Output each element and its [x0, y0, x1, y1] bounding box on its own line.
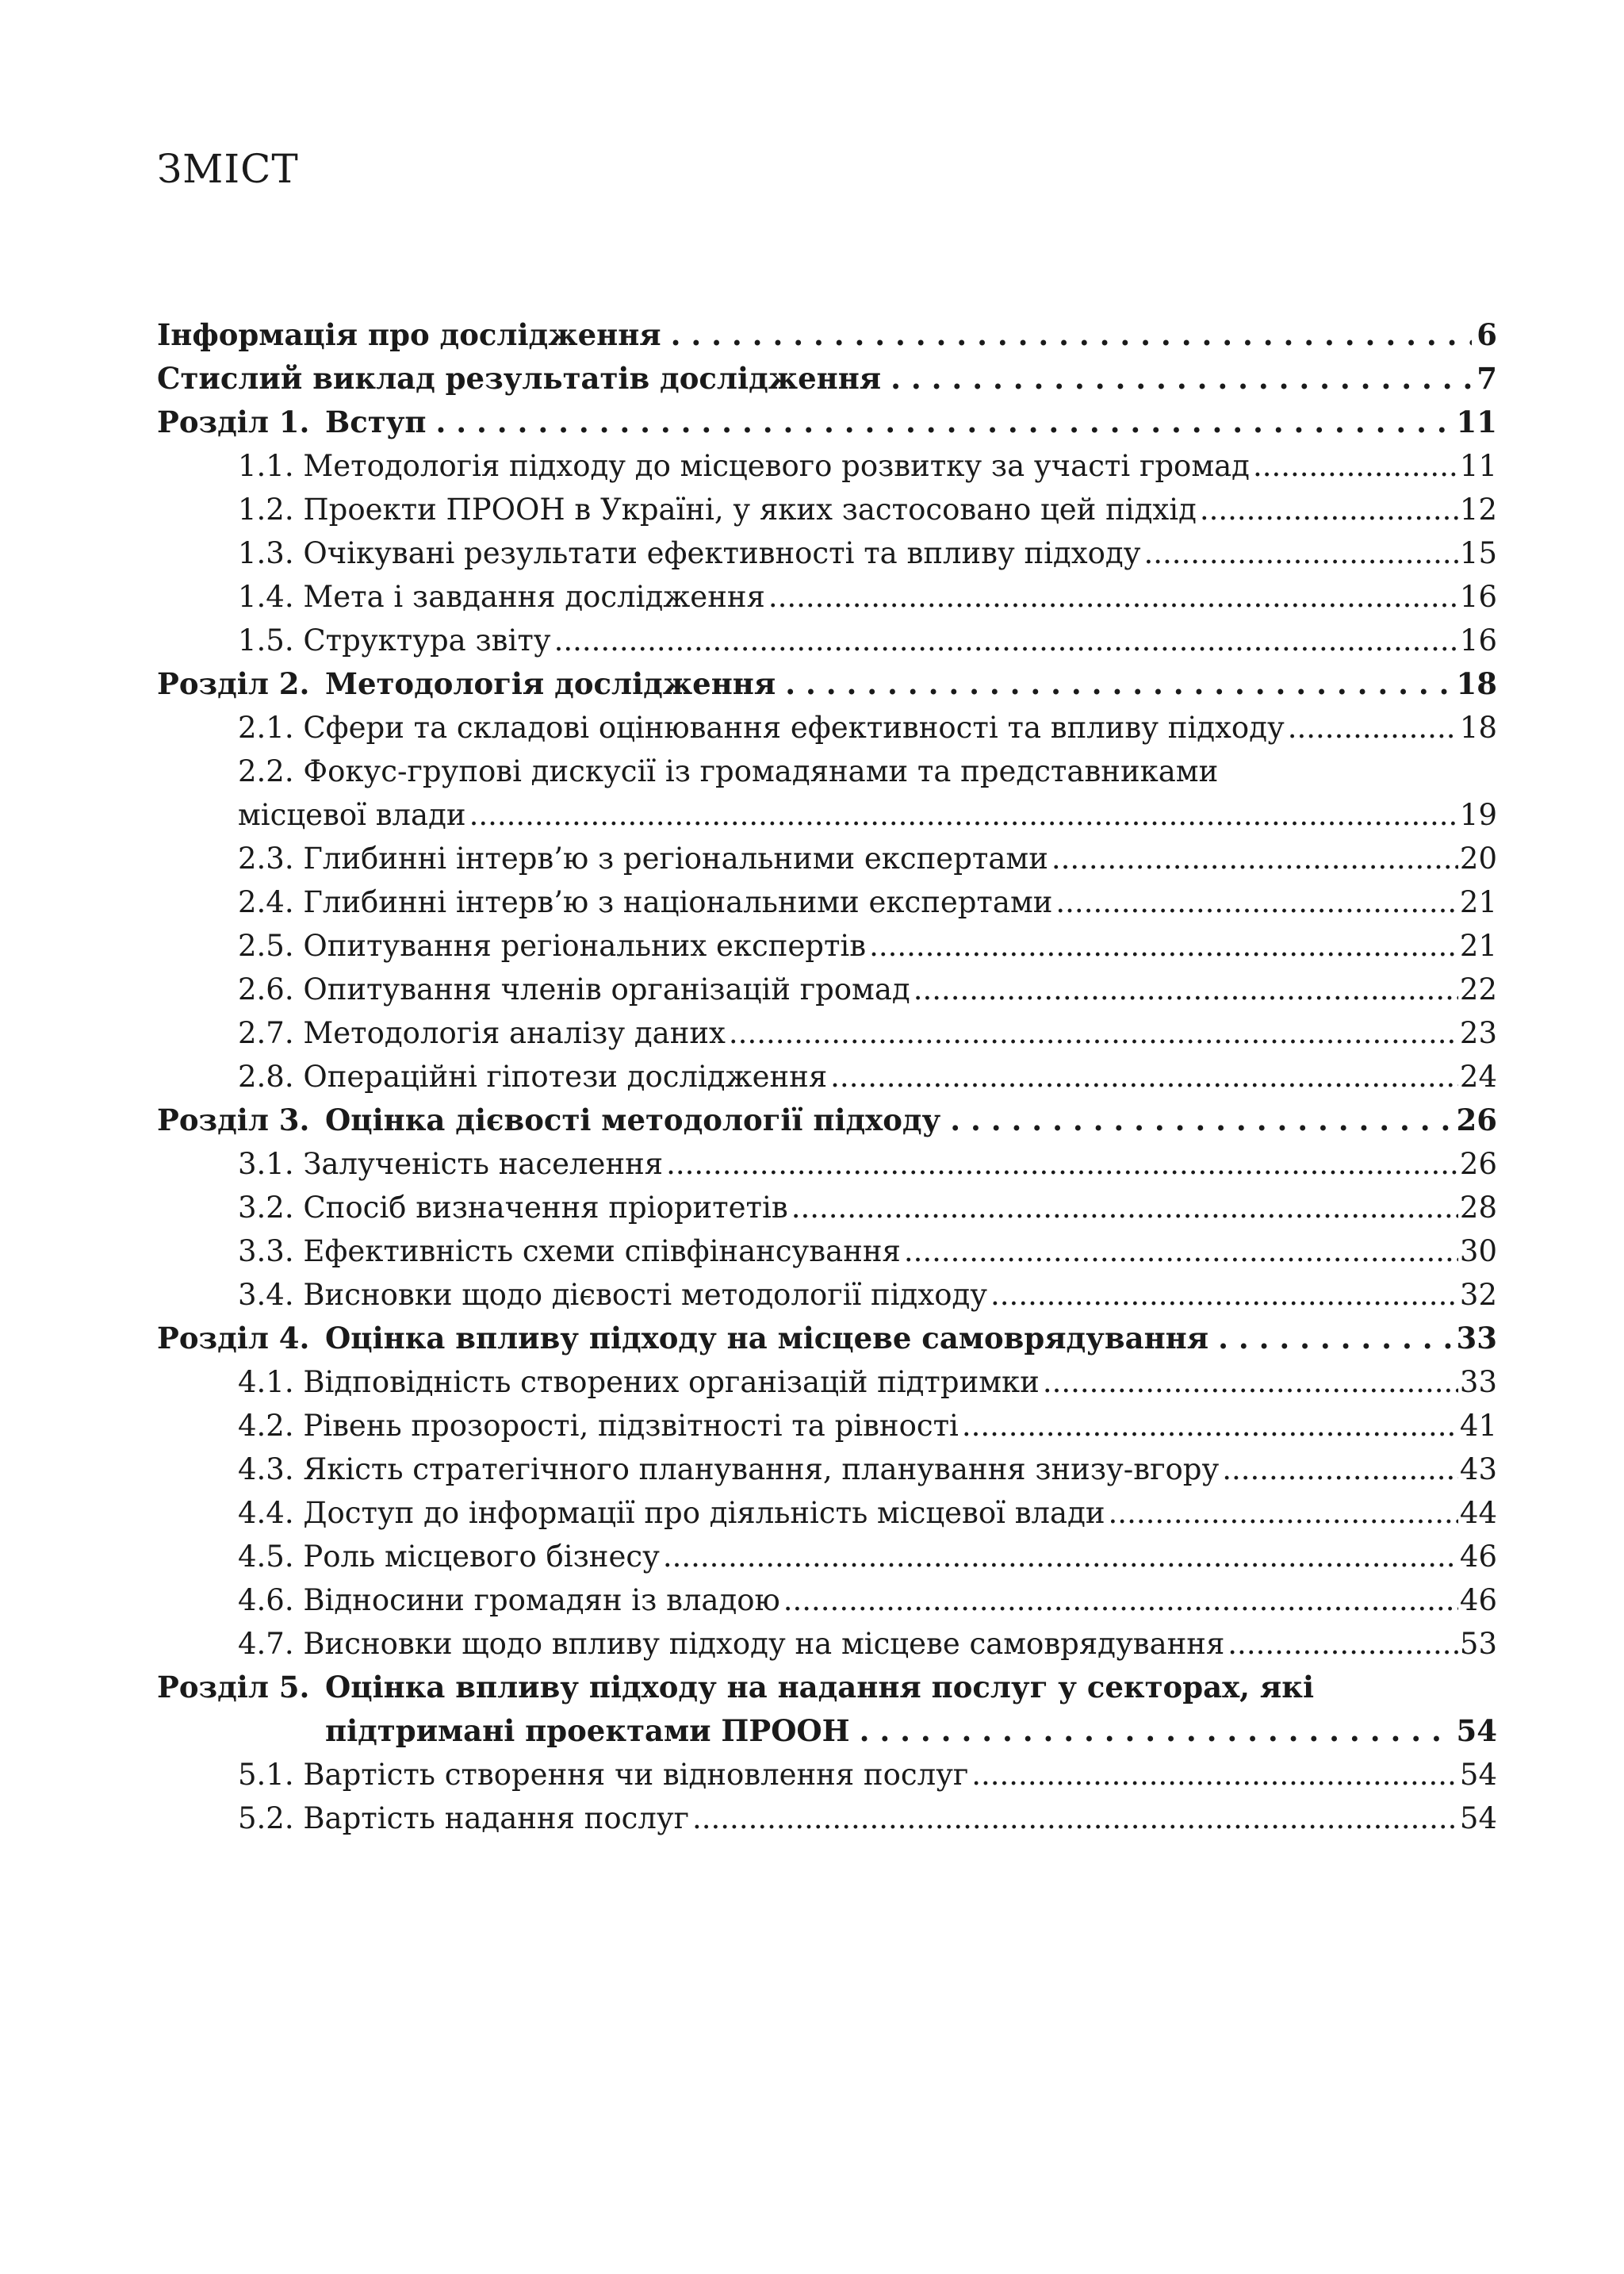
- page-number: 54: [1456, 1713, 1497, 1748]
- dot-leader: [1143, 531, 1457, 575]
- dot-leader: [830, 1055, 1458, 1099]
- chapter-label: Розділ 4.: [157, 1321, 310, 1356]
- toc-section-entry[interactable]: [157, 837, 1497, 880]
- dot-leader: [1288, 706, 1458, 750]
- toc-section-entry[interactable]: [157, 488, 1497, 531]
- page-number: 11: [1459, 449, 1497, 483]
- chapter-label: Розділ 2.: [157, 666, 310, 701]
- toc-section-entry[interactable]: [157, 1273, 1497, 1317]
- dot-leader: [950, 1099, 1451, 1142]
- page-number: 23: [1459, 1016, 1497, 1050]
- dot-leader: [1109, 1491, 1458, 1535]
- section-title: 2.4. Глибинні інтерв’ю з національними експертами: [238, 885, 1053, 919]
- toc-chapter-entry[interactable]: [157, 401, 1497, 444]
- dot-leader: [783, 1578, 1458, 1622]
- section-title-continued: місцевої влади: [238, 798, 466, 832]
- page-number: 22: [1459, 972, 1497, 1007]
- dot-leader: [554, 619, 1458, 662]
- section-title: 4.3. Якість стратегічного планування, планування знизу-вгору: [238, 1452, 1220, 1486]
- page-title: ЗМІСТ: [157, 146, 299, 192]
- chapter-title: Стислий виклад результатів дослідження: [157, 361, 882, 396]
- dot-leader: [962, 1404, 1458, 1448]
- dot-leader: [860, 1709, 1452, 1753]
- section-title: 4.4. Доступ до інформації про діяльність місцевої влади: [238, 1496, 1105, 1530]
- table-of-contents: [157, 313, 1497, 1840]
- dot-leader: [663, 1535, 1458, 1578]
- section-title: 2.3. Глибинні інтерв’ю з регіональними експертами: [238, 842, 1048, 876]
- page-number: 33: [1456, 1321, 1497, 1356]
- toc-section-entry[interactable]: [157, 1448, 1497, 1491]
- page-number: 46: [1459, 1540, 1497, 1574]
- toc-section-entry[interactable]: [157, 1622, 1497, 1666]
- page-number: 12: [1459, 493, 1497, 527]
- page-number: 54: [1459, 1801, 1497, 1835]
- toc-chapter-entry[interactable]: [157, 1317, 1497, 1360]
- page-number: 24: [1459, 1060, 1497, 1094]
- dot-leader: [671, 313, 1473, 357]
- section-title: 3.1. Залученість населення: [238, 1147, 664, 1181]
- section-title: 5.1. Вартість створення чи відновлення послуг: [238, 1758, 969, 1792]
- toc-section-entry[interactable]: [157, 1578, 1497, 1622]
- section-title: 2.2. Фокус-групові дискусії із громадянами та представниками: [238, 754, 1219, 788]
- chapter-title: Інформація про дослідження: [157, 317, 661, 352]
- page-number: 18: [1456, 666, 1497, 701]
- chapter-label: Розділ 5.: [157, 1670, 310, 1705]
- chapter-label: Розділ 3.: [157, 1102, 310, 1137]
- toc-chapter-entry[interactable]: [157, 357, 1497, 401]
- toc-chapter-entry[interactable]: [157, 662, 1497, 706]
- section-title: 2.7. Методологія аналізу даних: [238, 1016, 726, 1050]
- section-title: 4.1. Відповідність створених організацій підтримки: [238, 1365, 1040, 1399]
- dot-leader: [1051, 837, 1458, 880]
- dot-leader: [990, 1273, 1458, 1317]
- section-title: 1.4. Мета і завдання дослідження: [238, 580, 765, 614]
- page-number: 32: [1459, 1278, 1497, 1312]
- toc-section-entry[interactable]: [157, 1491, 1497, 1535]
- section-title: 2.1. Сфери та складові оцінювання ефективності та впливу підходу: [238, 711, 1285, 745]
- section-title: 1.2. Проекти ПРООН в Україні, у яких застосовано цей підхід: [238, 493, 1197, 527]
- section-title: 2.6. Опитування членів організацій громад: [238, 972, 910, 1007]
- dot-leader: [1200, 488, 1458, 531]
- page-number: 26: [1459, 1147, 1497, 1181]
- toc-section-entry[interactable]: [157, 1753, 1497, 1797]
- page-number: 11: [1456, 405, 1497, 439]
- chapter-label: Розділ 1.: [157, 405, 310, 439]
- toc-section-entry[interactable]: [157, 968, 1497, 1011]
- section-title: 1.3. Очікувані результати ефективності та впливу підходу: [238, 536, 1141, 570]
- page-number: 20: [1459, 842, 1497, 876]
- section-title: 1.5. Структура звіту: [238, 623, 551, 658]
- dot-leader: [791, 1186, 1458, 1229]
- page-number: 16: [1459, 623, 1497, 658]
- toc-chapter-entry[interactable]: [157, 1666, 1497, 1753]
- page-number: 18: [1459, 711, 1497, 745]
- toc-section-entry[interactable]: [157, 531, 1497, 575]
- page-number: 28: [1459, 1191, 1497, 1225]
- page-number: 16: [1459, 580, 1497, 614]
- section-title: 3.2. Спосіб визначення пріоритетів: [238, 1191, 788, 1225]
- toc-section-entry[interactable]: [157, 1535, 1497, 1578]
- toc-section-entry[interactable]: [157, 1797, 1497, 1840]
- toc-section-entry[interactable]: [157, 444, 1497, 488]
- toc-section-entry[interactable]: [157, 924, 1497, 968]
- toc-section-entry[interactable]: [157, 750, 1497, 837]
- page-number: 6: [1477, 317, 1497, 352]
- page-number: 21: [1459, 929, 1497, 963]
- page-number: 26: [1456, 1102, 1497, 1137]
- dot-leader: [1222, 1448, 1458, 1491]
- dot-leader: [914, 968, 1458, 1011]
- section-title: 3.4. Висновки щодо дієвості методології підходу: [238, 1278, 988, 1312]
- page-number: 41: [1459, 1409, 1497, 1443]
- page-number: 15: [1459, 536, 1497, 570]
- dot-leader: [1043, 1360, 1458, 1404]
- toc-section-entry[interactable]: [157, 1229, 1497, 1273]
- dot-leader: [1055, 880, 1458, 924]
- section-title: 4.5. Роль місцевого бізнесу: [238, 1540, 660, 1574]
- page-number: 33: [1459, 1365, 1497, 1399]
- section-title: 4.2. Рівень прозорості, підзвітності та рівності: [238, 1409, 959, 1443]
- toc-section-entry[interactable]: [157, 1186, 1497, 1229]
- section-title: 4.6. Відносини громадян із владою: [238, 1583, 780, 1617]
- dot-leader: [1218, 1317, 1451, 1360]
- toc-section-entry[interactable]: [157, 880, 1497, 924]
- page-number: 43: [1459, 1452, 1497, 1486]
- toc-section-entry[interactable]: [157, 1142, 1497, 1186]
- dot-leader: [692, 1797, 1458, 1840]
- dot-leader: [1253, 444, 1458, 488]
- dot-leader: [768, 575, 1458, 619]
- dot-leader: [1228, 1622, 1458, 1666]
- page-number: 54: [1459, 1758, 1497, 1792]
- chapter-title: Методологія дослідження: [325, 666, 776, 701]
- toc-section-entry[interactable]: [157, 1360, 1497, 1404]
- toc-section-entry[interactable]: [157, 706, 1497, 750]
- section-title: 5.2. Вартість надання послуг: [238, 1801, 690, 1835]
- section-title: 3.3. Ефективність схеми співфінансування: [238, 1234, 901, 1268]
- page-number: 21: [1459, 885, 1497, 919]
- toc-section-entry[interactable]: [157, 619, 1497, 662]
- section-title: 2.5. Опитування регіональних експертів: [238, 929, 867, 963]
- toc-section-entry[interactable]: [157, 1055, 1497, 1099]
- toc-section-entry[interactable]: [157, 575, 1497, 619]
- toc-section-entry[interactable]: [157, 1404, 1497, 1448]
- page-number: 7: [1477, 361, 1497, 396]
- dot-leader: [729, 1011, 1458, 1055]
- section-title: 4.7. Висновки щодо впливу підходу на місцеве самоврядування: [238, 1627, 1225, 1661]
- chapter-title: Оцінка впливу підходу на місцеве самоврядування: [325, 1321, 1209, 1356]
- page-number: 46: [1459, 1583, 1497, 1617]
- toc-chapter-entry[interactable]: [157, 1099, 1497, 1142]
- section-title: 1.1. Методологія підходу до місцевого розвитку за участі громад: [238, 449, 1250, 483]
- section-title: 2.8. Операційні гіпотези дослідження: [238, 1060, 828, 1094]
- toc-chapter-entry[interactable]: [157, 313, 1497, 357]
- dot-leader: [971, 1753, 1458, 1797]
- chapter-title: Оцінка впливу підходу на надання послуг у секторах, які: [325, 1670, 1314, 1705]
- dot-leader: [785, 662, 1451, 706]
- chapter-title-continued: підтримані проектами ПРООН: [325, 1713, 850, 1748]
- page-number: 53: [1459, 1627, 1497, 1661]
- chapter-title: Вступ: [325, 405, 427, 439]
- page-number: 44: [1459, 1496, 1497, 1530]
- dot-leader: [469, 793, 1458, 837]
- page-number: 19: [1459, 798, 1497, 832]
- dot-leader: [436, 401, 1452, 444]
- toc-section-entry[interactable]: [157, 1011, 1497, 1055]
- page-number: 30: [1459, 1234, 1497, 1268]
- dot-leader: [869, 924, 1458, 968]
- dot-leader: [904, 1229, 1458, 1273]
- dot-leader: [666, 1142, 1458, 1186]
- dot-leader: [891, 357, 1472, 401]
- chapter-title: Оцінка дієвості методології підходу: [325, 1102, 941, 1137]
